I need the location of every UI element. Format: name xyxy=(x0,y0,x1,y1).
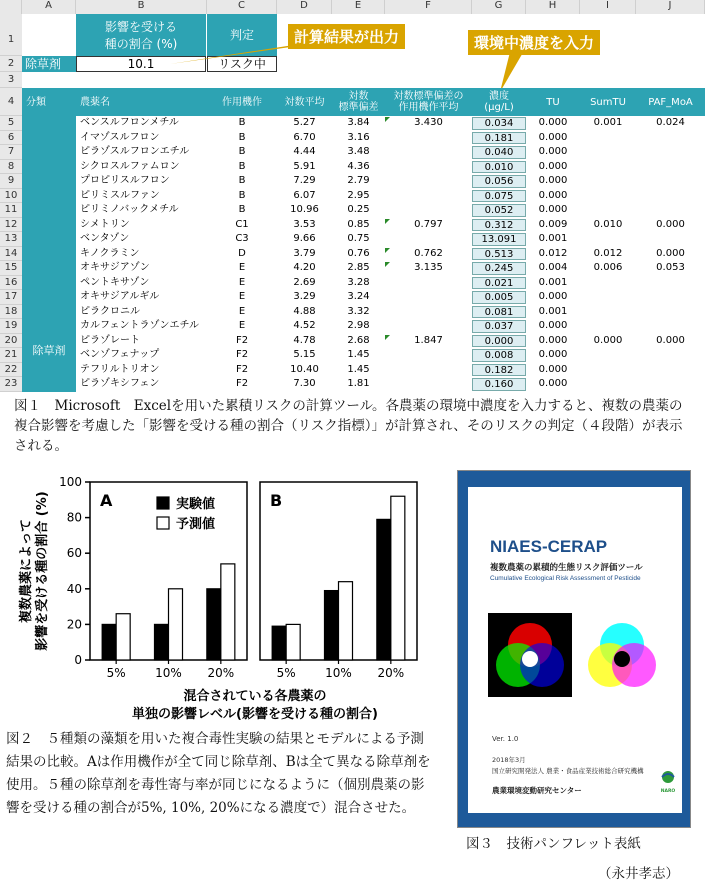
paf-moa-cell xyxy=(636,377,705,392)
concentration-input[interactable]: 0.034 xyxy=(472,117,526,130)
sumtu-cell xyxy=(580,276,636,291)
moa-cell: B xyxy=(238,131,246,143)
pesticide-name: ピラゾスルフロンエチル xyxy=(80,146,190,157)
row-number[interactable]: 16 xyxy=(0,276,22,291)
sumtu-cell: 0.000 xyxy=(593,334,623,346)
x-tick-label: 5% xyxy=(276,666,296,680)
paf-moa-cell xyxy=(636,160,705,175)
paf-moa-cell: 0.053 xyxy=(656,262,685,273)
sumtu-cell: 0.012 xyxy=(593,247,623,259)
row-number: 4 xyxy=(0,88,22,116)
column-header[interactable]: H xyxy=(526,0,580,14)
callout-output: 計算結果が出力 xyxy=(288,24,405,49)
sumtu-cell xyxy=(580,319,636,334)
log-sd-cell: 1.45 xyxy=(347,349,370,360)
log-mean-cell: 3.29 xyxy=(293,291,316,302)
moa-cell: E xyxy=(238,305,246,317)
comment-marker[interactable] xyxy=(385,117,390,122)
legend-swatch xyxy=(157,497,169,509)
tu-cell: 0.009 xyxy=(538,218,568,230)
sumtu-cell: 0.001 xyxy=(593,117,623,128)
pamphlet-date: 2018年3月 xyxy=(492,756,526,764)
x-axis-label: 混合されている各農薬の xyxy=(183,689,327,704)
sumtu-cell xyxy=(580,189,636,204)
tu-cell: 0.004 xyxy=(538,262,568,273)
bar-experimental xyxy=(377,519,391,660)
header-affected-ratio: 影響を受ける 種の割合 (%) xyxy=(76,14,206,56)
sumtu-cell xyxy=(580,131,636,146)
table-header-cell: TU xyxy=(546,96,560,108)
log-sd-cell: 0.76 xyxy=(347,247,370,259)
author: （永井孝志） xyxy=(598,866,679,882)
paf-moa-cell: 0.000 xyxy=(656,247,685,259)
row-number[interactable]: 13 xyxy=(0,232,22,247)
moa-cell: B xyxy=(238,117,246,128)
x-tick-label: 10% xyxy=(325,666,352,680)
sumtu-cell: 0.010 xyxy=(593,218,623,230)
bar-predicted xyxy=(221,564,235,660)
panel-label: B xyxy=(270,491,283,510)
paf-moa-cell xyxy=(636,276,705,291)
pesticide-name: シクロスルファムロン xyxy=(80,160,180,172)
column-header[interactable]: C xyxy=(207,0,277,14)
table-header-cell: 対数標準偏差の 作用機作平均 xyxy=(393,91,464,113)
paf-moa-cell xyxy=(636,363,705,378)
paf-moa-cell xyxy=(636,174,705,189)
log-mean-cell: 3.53 xyxy=(293,218,316,230)
log-sd-cell: 2.98 xyxy=(347,320,370,331)
fig3-caption: 図３ 技術パンフレット表紙 xyxy=(466,836,641,852)
fig2-chart xyxy=(0,470,445,720)
log-sd-moa-mean-cell xyxy=(385,377,472,392)
column-header[interactable]: I xyxy=(580,0,636,14)
moa-cell: B xyxy=(238,175,246,186)
tu-cell: 0.000 xyxy=(538,320,568,331)
risk-ratio-output[interactable]: 10.1 xyxy=(76,56,206,72)
x-axis-label: 単独の影響レベル(影響を受ける種の割合) xyxy=(132,707,378,720)
log-sd-cell: 1.45 xyxy=(347,363,370,375)
log-mean-cell: 6.70 xyxy=(293,131,316,143)
pamphlet-page xyxy=(468,487,682,813)
log-mean-cell: 3.79 xyxy=(293,247,316,259)
log-mean-cell: 4.78 xyxy=(293,334,316,346)
log-sd-moa-mean-cell xyxy=(385,305,472,320)
log-mean-cell: 4.20 xyxy=(293,262,316,273)
column-header[interactable]: F xyxy=(385,0,472,14)
log-mean-cell: 2.69 xyxy=(293,276,316,288)
pamphlet-version: Ver. 1.0 xyxy=(492,735,519,743)
concentration-input[interactable]: 13.091 xyxy=(472,233,526,246)
column-header[interactable]: B xyxy=(76,0,207,14)
sumtu-cell xyxy=(580,160,636,175)
moa-cell: B xyxy=(238,160,246,172)
moa-cell: E xyxy=(238,320,246,331)
tu-cell: 0.000 xyxy=(538,291,568,302)
y-tick-label: 0 xyxy=(74,653,82,667)
concentration-input[interactable]: 0.056 xyxy=(472,175,526,188)
y-axis-label: 影響を受ける種の割合 (%) xyxy=(35,491,50,651)
log-sd-cell: 4.36 xyxy=(347,160,370,172)
log-sd-moa-mean-cell: 3.135 xyxy=(414,262,443,273)
x-tick-label: 20% xyxy=(377,666,405,680)
row-number[interactable]: 11 xyxy=(0,203,22,218)
log-mean-cell: 9.66 xyxy=(293,233,316,244)
table-header-cell: 濃度 (μg/L) xyxy=(484,91,514,113)
concentration-input[interactable]: 0.181 xyxy=(472,132,526,145)
concentration-input[interactable]: 0.160 xyxy=(472,378,526,391)
fig1-caption: 図１ Microsoft Excelを用いた累積リスクの計算ツール。各農薬の環境中濃度を入力すると、複数の農薬の複合影響を考慮した「影響を受ける種の割合（リスク指標）」が計算され、そのリスクの判定（４段階）が表示される。 xyxy=(14,398,683,454)
concentration-input[interactable]: 0.312 xyxy=(472,219,526,232)
x-tick-label: 10% xyxy=(155,666,182,680)
log-sd-moa-mean-cell xyxy=(385,276,472,291)
pesticide-name: ペントキサゾン xyxy=(80,276,150,288)
sumtu-cell xyxy=(580,348,636,363)
sumtu-cell xyxy=(580,305,636,320)
bar-experimental xyxy=(272,626,286,660)
log-sd-cell: 0.75 xyxy=(347,233,370,244)
log-sd-moa-mean-cell xyxy=(385,145,472,160)
log-mean-cell: 7.29 xyxy=(293,175,316,186)
pesticide-name: イマゾスルフロン xyxy=(80,131,160,143)
moa-cell: B xyxy=(238,204,246,215)
table-header-cell: 対数 標準偏差 xyxy=(338,91,379,113)
concentration-input[interactable]: 0.037 xyxy=(472,320,526,333)
row-number[interactable]: 19 xyxy=(0,319,22,334)
paf-moa-cell: 0.000 xyxy=(656,334,685,346)
log-sd-cell: 2.68 xyxy=(347,334,370,346)
log-sd-cell: 3.28 xyxy=(347,276,370,288)
paf-moa-cell xyxy=(636,290,705,305)
tu-cell: 0.001 xyxy=(538,305,568,317)
log-mean-cell: 4.52 xyxy=(293,320,316,331)
tu-cell: 0.000 xyxy=(538,117,568,128)
row-number: 3 xyxy=(0,72,22,88)
log-mean-cell: 5.27 xyxy=(293,117,316,128)
log-sd-moa-mean-cell xyxy=(385,290,472,305)
log-sd-moa-mean-cell xyxy=(385,363,472,378)
table-header-cell: 分類 xyxy=(26,96,46,108)
log-sd-moa-mean-cell xyxy=(385,189,472,204)
tu-cell: 0.000 xyxy=(538,334,568,346)
log-sd-moa-mean-cell: 1.847 xyxy=(414,334,443,346)
column-header[interactable]: A xyxy=(22,0,76,14)
moa-cell: F2 xyxy=(235,334,249,346)
log-sd-cell: 3.16 xyxy=(347,131,370,143)
moa-cell: D xyxy=(238,247,246,259)
sumtu-cell xyxy=(580,203,636,218)
log-mean-cell: 6.07 xyxy=(293,189,316,201)
log-mean-cell: 7.30 xyxy=(293,378,316,389)
sumtu-cell xyxy=(580,377,636,392)
log-sd-cell: 3.84 xyxy=(347,117,370,128)
tu-cell: 0.000 xyxy=(538,175,568,186)
header-judgement: 判定 xyxy=(207,14,277,56)
moa-cell: B xyxy=(238,189,246,201)
tu-cell: 0.000 xyxy=(538,349,568,360)
log-mean-cell: 4.88 xyxy=(293,305,316,317)
paf-moa-cell xyxy=(636,203,705,218)
y-tick-label: 60 xyxy=(66,546,82,561)
log-sd-moa-mean-cell xyxy=(385,232,472,247)
log-sd-cell: 2.95 xyxy=(347,189,370,201)
x-tick-label: 20% xyxy=(207,666,235,680)
pesticide-name: ベンタゾン xyxy=(80,233,130,244)
paf-moa-cell xyxy=(636,189,705,204)
bar-predicted xyxy=(391,496,405,660)
pesticide-name: ベンスルフロンメチル xyxy=(80,117,179,128)
tu-cell: 0.000 xyxy=(538,160,568,172)
moa-cell: E xyxy=(238,262,246,273)
concentration-input[interactable]: 0.052 xyxy=(472,204,526,217)
legend-swatch xyxy=(157,517,169,529)
pesticide-name: ピリミノバックメチル xyxy=(80,204,179,215)
row-number[interactable]: 6 xyxy=(0,131,22,146)
bar-predicted xyxy=(339,582,353,660)
bar-experimental xyxy=(325,591,339,660)
column-header[interactable]: E xyxy=(332,0,385,14)
pesticide-name: オキサジアルギル xyxy=(80,291,160,302)
pesticide-name: ピリミスルファン xyxy=(80,189,160,201)
y-tick-label: 100 xyxy=(59,475,82,489)
table-header-cell: 対数平均 xyxy=(284,96,325,108)
log-sd-moa-mean-cell xyxy=(385,131,472,146)
pesticide-name: キノクラミン xyxy=(80,247,140,259)
pamphlet-title: NIAES-CERAP xyxy=(490,537,608,556)
row-number[interactable]: 5 xyxy=(0,116,22,131)
tu-cell: 0.001 xyxy=(538,233,568,244)
pamphlet-subtitle-jp: 複数農薬の累積的生態リスク評価ツール xyxy=(490,563,643,573)
tu-cell: 0.012 xyxy=(538,247,568,259)
concentration-input[interactable]: 0.182 xyxy=(472,364,526,377)
y-tick-label: 20 xyxy=(66,617,82,632)
spreadsheet xyxy=(0,0,705,392)
log-sd-moa-mean-cell xyxy=(385,348,472,363)
bar-predicted xyxy=(116,614,130,660)
pesticide-name: ピラゾレート xyxy=(80,334,140,346)
log-mean-cell: 10.40 xyxy=(290,363,319,375)
pamphlet-org2: 農業環境変動研究センター xyxy=(492,786,582,795)
log-sd-moa-mean-cell xyxy=(385,203,472,218)
comment-marker[interactable] xyxy=(385,219,390,224)
table-header-cell: SumTU xyxy=(590,96,626,108)
concentration-input[interactable]: 0.008 xyxy=(472,349,526,362)
paf-moa-cell: 0.024 xyxy=(656,117,685,128)
paf-moa-cell xyxy=(636,348,705,363)
tu-cell: 0.000 xyxy=(538,204,568,215)
row-number[interactable]: 20 xyxy=(0,334,22,349)
row-number: 1 xyxy=(0,14,22,56)
legend-label: 実験値 xyxy=(176,497,216,512)
row-number[interactable]: 10 xyxy=(0,189,22,204)
bar-experimental xyxy=(102,624,116,660)
pesticide-name: テフリルトリオン xyxy=(80,363,160,375)
log-sd-moa-mean-cell: 0.797 xyxy=(414,218,443,230)
paf-moa-cell xyxy=(636,305,705,320)
column-header[interactable]: D xyxy=(277,0,332,14)
bar-experimental xyxy=(207,589,221,660)
row-number[interactable]: 18 xyxy=(0,305,22,320)
row-number[interactable]: 14 xyxy=(0,247,22,262)
group-label: 除草剤 xyxy=(32,344,66,357)
bar-experimental xyxy=(155,624,169,660)
pesticide-name: ベンゾフェナップ xyxy=(80,349,160,360)
tu-cell: 0.000 xyxy=(538,189,568,201)
bar-predicted xyxy=(286,624,300,660)
column-header[interactable]: G xyxy=(472,0,526,14)
moa-cell: E xyxy=(238,291,246,302)
log-mean-cell: 5.91 xyxy=(293,160,316,172)
table-header-cell: PAF_MoA xyxy=(648,96,693,108)
concentration-input[interactable]: 0.513 xyxy=(472,248,526,261)
log-mean-cell: 10.96 xyxy=(290,204,319,215)
row-number[interactable]: 15 xyxy=(0,261,22,276)
pesticide-name: プロピリスルフロン xyxy=(80,175,170,186)
concentration-input[interactable]: 0.040 xyxy=(472,146,526,159)
callout-input: 環境中濃度を入力 xyxy=(468,30,600,55)
row-number[interactable]: 17 xyxy=(0,290,22,305)
tu-cell: 0.000 xyxy=(538,378,568,389)
row-number: 2 xyxy=(0,56,22,72)
y-tick-label: 40 xyxy=(66,581,82,596)
table-header-cell: 作用機作 xyxy=(222,96,262,108)
log-sd-cell: 0.25 xyxy=(347,204,370,215)
comment-marker[interactable] xyxy=(385,335,390,340)
column-header[interactable]: J xyxy=(636,0,705,14)
y-tick-label: 80 xyxy=(66,510,82,525)
paf-moa-cell xyxy=(636,145,705,160)
pesticide-name: ピラクロニル xyxy=(80,305,140,317)
log-mean-cell: 4.44 xyxy=(293,146,316,157)
paf-moa-cell xyxy=(636,232,705,247)
log-sd-cell: 3.48 xyxy=(347,146,370,157)
sumtu-cell xyxy=(580,145,636,160)
row-number[interactable]: 23 xyxy=(0,377,22,392)
concentration-input[interactable]: 0.000 xyxy=(472,335,526,348)
log-sd-moa-mean-cell xyxy=(385,319,472,334)
moa-cell: C1 xyxy=(235,218,249,230)
concentration-input[interactable]: 0.245 xyxy=(472,262,526,275)
paf-moa-cell xyxy=(636,319,705,334)
log-sd-cell: 0.85 xyxy=(347,218,370,230)
concentration-input[interactable]: 0.081 xyxy=(472,306,526,319)
x-tick-label: 5% xyxy=(106,666,126,680)
moa-cell: F2 xyxy=(235,363,249,375)
row-number[interactable]: 8 xyxy=(0,160,22,175)
sumtu-cell: 0.006 xyxy=(593,262,623,273)
pesticide-name: カルフェントラゾンエチル xyxy=(80,320,199,331)
log-sd-moa-mean-cell: 0.762 xyxy=(414,247,443,259)
pamphlet-subtitle-en: Cumulative Ecological Risk Assessment of Pesticide xyxy=(490,575,641,582)
concentration-input[interactable]: 0.021 xyxy=(472,277,526,290)
sumtu-cell xyxy=(580,363,636,378)
log-sd-cell: 1.81 xyxy=(347,378,370,389)
log-sd-cell: 3.24 xyxy=(347,291,370,302)
table-header-cell: 農薬名 xyxy=(80,96,110,108)
moa-cell: E xyxy=(238,276,246,288)
log-sd-moa-mean-cell xyxy=(385,174,472,189)
log-sd-cell: 2.85 xyxy=(347,262,370,273)
moa-cell: B xyxy=(238,146,246,157)
concentration-input[interactable]: 0.010 xyxy=(472,161,526,174)
panel-label: A xyxy=(100,491,113,510)
row-number[interactable]: 21 xyxy=(0,348,22,363)
moa-cell: F2 xyxy=(235,349,249,360)
tu-cell: 0.000 xyxy=(538,363,568,375)
pesticide-name: ピラゾキシフェン xyxy=(80,378,160,389)
concentration-input[interactable]: 0.075 xyxy=(472,190,526,203)
paf-moa-cell: 0.000 xyxy=(656,218,685,230)
log-mean-cell: 5.15 xyxy=(293,349,316,360)
pesticide-name: オキサジアゾン xyxy=(80,262,150,273)
sumtu-cell xyxy=(580,174,636,189)
sumtu-cell xyxy=(580,232,636,247)
concentration-input[interactable]: 0.005 xyxy=(472,291,526,304)
naro-logo: NARO xyxy=(658,769,678,789)
moa-cell: C3 xyxy=(235,233,249,244)
comment-marker[interactable] xyxy=(385,262,390,267)
sumtu-cell xyxy=(580,290,636,305)
moa-cell: F2 xyxy=(235,378,249,389)
log-sd-cell: 3.32 xyxy=(347,305,370,317)
tu-cell: 0.000 xyxy=(538,131,568,143)
y-axis-label: 複数農薬によって xyxy=(19,518,34,624)
log-sd-moa-mean-cell xyxy=(385,160,472,175)
log-sd-moa-mean-cell: 3.430 xyxy=(414,117,443,128)
tu-cell: 0.000 xyxy=(538,146,568,157)
tu-cell: 0.001 xyxy=(538,276,568,288)
color-circles-image xyxy=(480,607,670,707)
row-number[interactable]: 9 xyxy=(0,174,22,189)
legend-label: 予測値 xyxy=(176,517,216,532)
pesticide-name: シメトリン xyxy=(80,218,130,230)
row-number[interactable]: 7 xyxy=(0,145,22,160)
bar-predicted xyxy=(169,589,183,660)
row2-category: 除草剤 xyxy=(22,56,76,72)
pamphlet-cover xyxy=(457,470,691,828)
paf-moa-cell xyxy=(636,131,705,146)
row-number[interactable]: 22 xyxy=(0,363,22,378)
fig2-caption: 図２ ５種類の藻類を用いた複合毒性実験の結果とモデルによる予測結果の比較。Aは作用機作が全て同じ除草剤、Bは全て異なる除草剤を使用。５種の除草剤を毒性寄与率が同じになるように（個別農薬の影響を受ける種の割合が5%, 10%, 20%になる濃度で）混合させた。 xyxy=(6,731,431,816)
row-number[interactable]: 12 xyxy=(0,218,22,233)
risk-judgement-output[interactable]: リスク中 xyxy=(207,56,277,72)
comment-marker[interactable] xyxy=(385,248,390,253)
pamphlet-org1: 国立研究開発法人 農業・食品産業技術総合研究機構 xyxy=(492,767,644,775)
log-sd-cell: 2.79 xyxy=(347,175,370,186)
